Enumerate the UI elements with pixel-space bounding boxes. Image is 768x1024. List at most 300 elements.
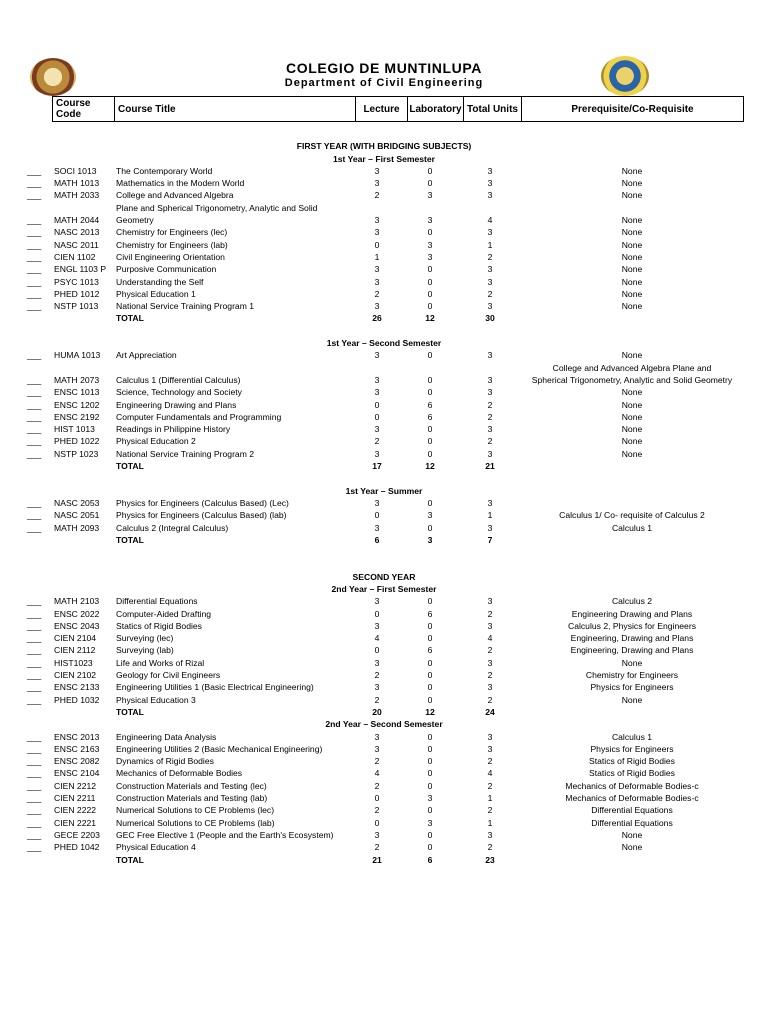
course-title: Physical Education 1 <box>116 288 196 299</box>
course-title: Readings in Philippine History <box>116 424 231 435</box>
course-code: ENSC 2013 <box>54 731 100 742</box>
total-units-sum: 24 <box>485 706 495 717</box>
prerequisite: Physics for Engineers <box>590 743 674 754</box>
course-code: PHED 1042 <box>54 842 100 853</box>
checkmark-blank: ___ <box>27 387 42 398</box>
laboratory-hours: 0 <box>427 596 433 607</box>
lecture-hours: 3 <box>374 731 380 742</box>
total-lecture: 20 <box>372 706 382 717</box>
course-title: Chemistry for Engineers (lab) <box>116 239 228 250</box>
checkmark-blank: ___ <box>27 227 42 238</box>
course-code: CIEN 2102 <box>54 670 97 681</box>
course-row <box>0 522 768 534</box>
checkmark-blank: ___ <box>27 510 42 521</box>
lecture-hours: 3 <box>374 424 380 435</box>
course-code: MATH 2044 <box>54 215 100 226</box>
table-header <box>52 96 744 122</box>
laboratory-hours: 0 <box>427 288 433 299</box>
checkmark-blank: ___ <box>27 608 42 619</box>
lecture-hours: 3 <box>374 276 380 287</box>
course-code: NASC 2051 <box>54 510 100 521</box>
course-row <box>0 731 768 743</box>
prerequisite: None <box>621 436 643 447</box>
laboratory-hours: 0 <box>427 301 433 312</box>
checkmark-blank: ___ <box>27 374 42 385</box>
total-units: 2 <box>487 670 493 681</box>
section-heading-text: 1st Year – First Semester <box>332 153 436 164</box>
total-laboratory: 12 <box>425 706 435 717</box>
laboratory-hours: 0 <box>427 756 433 767</box>
course-title: Physics for Engineers (Calculus Based) (lab) <box>116 510 287 521</box>
prerequisite: Calculus 1/ Co- requisite of Calculus 2 <box>559 510 705 521</box>
lecture-hours: 3 <box>374 620 380 631</box>
course-code: CIEN 2211 <box>54 793 96 804</box>
lecture-hours: 2 <box>374 436 380 447</box>
checkmark-blank: ___ <box>27 657 42 668</box>
laboratory-hours: 0 <box>427 264 433 275</box>
course-row <box>0 276 768 288</box>
section-heading <box>0 583 768 595</box>
course-row <box>0 374 768 386</box>
course-row <box>0 497 768 509</box>
course-code: ENSC 2163 <box>54 743 100 754</box>
course-row <box>0 177 768 189</box>
laboratory-hours: 0 <box>427 731 433 742</box>
course-code: ENSC 1202 <box>54 399 100 410</box>
total-units: 2 <box>487 436 493 447</box>
total-units: 3 <box>487 190 493 201</box>
course-title: Computer-Aided Drafting <box>116 608 212 619</box>
lecture-hours: 3 <box>374 682 380 693</box>
spacer <box>0 472 768 484</box>
header-prerequisite: Prerequisite/Co-Requisite <box>571 103 694 115</box>
course-title: Mathematics in the Modern World <box>116 178 245 189</box>
total-units: 3 <box>487 596 493 607</box>
total-units: 3 <box>487 731 493 742</box>
lecture-hours: 1 <box>374 251 380 262</box>
total-units: 3 <box>487 657 493 668</box>
total-row <box>0 312 768 324</box>
course-row <box>0 251 768 263</box>
laboratory-hours: 3 <box>427 251 433 262</box>
course-row <box>0 669 768 681</box>
checkmark-blank: ___ <box>27 264 42 275</box>
lecture-hours: 3 <box>374 497 380 508</box>
total-units: 3 <box>487 350 493 361</box>
course-code: ENSC 1013 <box>54 387 100 398</box>
course-code: CIEN 2222 <box>54 805 97 816</box>
total-units: 3 <box>487 178 493 189</box>
lecture-hours: 3 <box>374 165 380 176</box>
lecture-hours: 3 <box>374 227 380 238</box>
laboratory-hours: 3 <box>427 239 433 250</box>
course-code: HUMA 1013 <box>54 350 101 361</box>
prerequisite: None <box>621 276 643 287</box>
prerequisite: None <box>621 411 643 422</box>
section-heading <box>0 337 768 349</box>
lecture-hours: 3 <box>374 178 380 189</box>
prerequisite: Engineering, Drawing and Plans <box>570 633 694 644</box>
checkmark-blank: ___ <box>27 780 42 791</box>
course-title: Physical Education 3 <box>116 694 196 705</box>
course-row <box>0 300 768 312</box>
lecture-hours: 2 <box>374 288 380 299</box>
checkmark-blank: ___ <box>27 596 42 607</box>
lecture-hours: 0 <box>374 645 380 656</box>
lecture-hours: 3 <box>374 350 380 361</box>
course-code: ENSC 2082 <box>54 756 100 767</box>
total-units: 3 <box>487 829 493 840</box>
total-row <box>0 854 768 866</box>
prerequisite: Calculus 1 <box>611 731 653 742</box>
total-laboratory: 12 <box>425 461 435 472</box>
checkmark-blank: ___ <box>27 817 42 828</box>
checkmark-blank: ___ <box>27 411 42 422</box>
lecture-hours: 3 <box>374 743 380 754</box>
total-lecture: 6 <box>374 534 380 545</box>
laboratory-hours: 0 <box>427 374 433 385</box>
course-title: Dynamics of Rigid Bodies <box>116 756 214 767</box>
laboratory-hours: 0 <box>427 424 433 435</box>
course-title: Physical Education 2 <box>116 436 196 447</box>
course-title: Construction Materials and Testing (lec) <box>116 780 267 791</box>
prerequisite: Engineering Drawing and Plans <box>571 608 693 619</box>
spacer <box>0 546 768 558</box>
laboratory-hours: 0 <box>427 842 433 853</box>
total-units: 3 <box>487 276 493 287</box>
course-code: CIEN 2212 <box>54 780 97 791</box>
course-code: ENGL 1103 P <box>54 264 107 275</box>
course-title: Engineering Utilities 2 (Basic Mechanical Engineering) <box>116 743 323 754</box>
college-name: COLEGIO DE MUNTINLUPA <box>286 60 482 76</box>
laboratory-hours: 0 <box>427 436 433 447</box>
prerequisite: Statics of Rigid Bodies <box>589 756 675 767</box>
laboratory-hours: 0 <box>427 448 433 459</box>
total-units: 3 <box>487 620 493 631</box>
total-units: 3 <box>487 387 493 398</box>
course-title: Purposive Communication <box>116 264 217 275</box>
lecture-hours: 0 <box>374 399 380 410</box>
course-title: Surveying (lab) <box>116 645 174 656</box>
course-code: NASC 2053 <box>54 497 100 508</box>
prerequisite: Mechanics of Deformable Bodies-c <box>565 793 699 804</box>
header-course-code: Course Code <box>53 97 115 121</box>
lecture-hours: 3 <box>374 829 380 840</box>
course-code: MATH 2103 <box>54 596 100 607</box>
laboratory-hours: 3 <box>427 817 433 828</box>
checkmark-blank: ___ <box>27 829 42 840</box>
course-row <box>0 288 768 300</box>
checkmark-blank: ___ <box>27 793 42 804</box>
course-row <box>0 239 768 251</box>
prerequisite: Calculus 2, Physics for Engineers <box>567 620 696 631</box>
lecture-hours: 3 <box>374 301 380 312</box>
course-row <box>0 743 768 755</box>
total-label: TOTAL <box>116 854 144 865</box>
lecture-hours: 4 <box>374 633 380 644</box>
course-title-continued: Plane and Spherical Trigonometry, Analytic and Solid <box>116 202 318 213</box>
lecture-hours: 3 <box>374 596 380 607</box>
prerequisite: None <box>621 178 643 189</box>
course-title: Civil Engineering Orientation <box>116 251 225 262</box>
lecture-hours: 2 <box>374 805 380 816</box>
total-row <box>0 460 768 472</box>
total-units: 2 <box>487 645 493 656</box>
total-units: 2 <box>487 805 493 816</box>
header-lecture: Lecture <box>356 97 408 121</box>
course-row <box>0 804 768 816</box>
laboratory-hours: 0 <box>427 178 433 189</box>
course-title: National Service Training Program 1 <box>116 301 255 312</box>
prerequisite: None <box>621 657 643 668</box>
total-laboratory: 3 <box>427 534 433 545</box>
course-row <box>0 214 768 226</box>
prerequisite: None <box>621 251 643 262</box>
course-row <box>0 817 768 829</box>
total-units: 3 <box>487 448 493 459</box>
course-code: CIEN 1102 <box>54 251 96 262</box>
total-units: 4 <box>487 768 493 779</box>
laboratory-hours: 0 <box>427 633 433 644</box>
laboratory-hours: 0 <box>427 829 433 840</box>
course-list <box>0 128 768 866</box>
lecture-hours: 2 <box>374 780 380 791</box>
course-code: ENSC 2043 <box>54 620 100 631</box>
course-title: College and Advanced Algebra <box>116 190 234 201</box>
course-row <box>0 780 768 792</box>
lecture-hours: 3 <box>374 215 380 226</box>
prerequisite: None <box>621 399 643 410</box>
course-title: Numerical Solutions to CE Problems (lab) <box>116 817 275 828</box>
checkmark-blank: ___ <box>27 448 42 459</box>
prerequisite: Statics of Rigid Bodies <box>589 768 675 779</box>
course-row <box>0 448 768 460</box>
total-units: 1 <box>487 793 493 804</box>
total-label: TOTAL <box>116 534 144 545</box>
total-units: 3 <box>487 264 493 275</box>
course-title: The Contemporary World <box>116 165 213 176</box>
total-units: 2 <box>487 780 493 791</box>
laboratory-hours: 6 <box>427 411 433 422</box>
laboratory-hours: 0 <box>427 227 433 238</box>
section-heading-text: 1st Year – Second Semester <box>326 338 442 349</box>
course-code: PHED 1012 <box>54 288 100 299</box>
course-title: Statics of Rigid Bodies <box>116 620 202 631</box>
checkmark-blank: ___ <box>27 288 42 299</box>
total-label: TOTAL <box>116 313 144 324</box>
section-heading <box>0 571 768 583</box>
course-title: Engineering Data Analysis <box>116 731 217 742</box>
lecture-hours: 2 <box>374 190 380 201</box>
prerequisite: None <box>621 190 643 201</box>
laboratory-hours: 0 <box>427 780 433 791</box>
course-code: ENSC 2192 <box>54 411 100 422</box>
lecture-hours: 0 <box>374 793 380 804</box>
section-heading-text: 2nd Year – Second Semester <box>325 719 443 730</box>
checkmark-blank: ___ <box>27 645 42 656</box>
prerequisite: Differential Equations <box>591 817 673 828</box>
checkmark-blank: ___ <box>27 276 42 287</box>
total-units: 3 <box>487 301 493 312</box>
prerequisite: None <box>621 424 643 435</box>
laboratory-hours: 0 <box>427 682 433 693</box>
checkmark-blank: ___ <box>27 399 42 410</box>
total-units: 2 <box>487 694 493 705</box>
total-units-sum: 7 <box>487 534 493 545</box>
checkmark-blank: ___ <box>27 178 42 189</box>
course-row <box>0 189 768 201</box>
course-title: Engineering Utilities 1 (Basic Electrical Engineering) <box>116 682 314 693</box>
course-title: Construction Materials and Testing (lab) <box>116 793 268 804</box>
course-title: Life and Works of Rizal <box>116 657 205 668</box>
laboratory-hours: 0 <box>427 522 433 533</box>
total-units-sum: 30 <box>485 313 495 324</box>
prerequisite: None <box>621 829 643 840</box>
course-code: NSTP 1013 <box>54 301 99 312</box>
course-title: National Service Training Program 2 <box>116 448 255 459</box>
lecture-hours: 3 <box>374 522 380 533</box>
total-units: 4 <box>487 215 493 226</box>
course-title: Physics for Engineers (Calculus Based) (Lec) <box>116 497 289 508</box>
course-code: ENSC 2104 <box>54 768 100 779</box>
total-units: 2 <box>487 608 493 619</box>
total-laboratory: 6 <box>427 854 433 865</box>
prerequisite-continued: College and Advanced Algebra Plane and <box>552 362 712 373</box>
checkmark-blank: ___ <box>27 756 42 767</box>
course-row <box>0 792 768 804</box>
prerequisite: None <box>621 387 643 398</box>
checkmark-blank: ___ <box>27 805 42 816</box>
laboratory-hours: 0 <box>427 276 433 287</box>
total-units: 1 <box>487 239 493 250</box>
laboratory-hours: 0 <box>427 657 433 668</box>
course-title: Geology for Civil Engineers <box>116 670 221 681</box>
prerequisite: None <box>621 165 643 176</box>
checkmark-blank: ___ <box>27 670 42 681</box>
checkmark-blank: ___ <box>27 743 42 754</box>
total-units: 2 <box>487 756 493 767</box>
lecture-hours: 0 <box>374 239 380 250</box>
laboratory-hours: 0 <box>427 497 433 508</box>
course-title: Engineering Drawing and Plans <box>116 399 237 410</box>
course-code: HIST1023 <box>54 657 93 668</box>
lecture-hours: 3 <box>374 264 380 275</box>
prerequisite: None <box>621 842 643 853</box>
lecture-hours: 0 <box>374 510 380 521</box>
prerequisite: None <box>621 227 643 238</box>
laboratory-hours: 0 <box>427 805 433 816</box>
prerequisite: None <box>621 264 643 275</box>
course-row <box>0 681 768 693</box>
course-code: SOCI 1013 <box>54 165 97 176</box>
lecture-hours: 3 <box>374 387 380 398</box>
checkmark-blank: ___ <box>27 522 42 533</box>
total-units: 3 <box>487 743 493 754</box>
checkmark-blank: ___ <box>27 239 42 250</box>
lecture-hours: 3 <box>374 657 380 668</box>
course-title: Numerical Solutions to CE Problems (lec) <box>116 805 275 816</box>
course-row <box>0 657 768 669</box>
laboratory-hours: 0 <box>427 694 433 705</box>
total-units: 3 <box>487 374 493 385</box>
lecture-hours: 0 <box>374 608 380 619</box>
course-code: ENSC 2133 <box>54 682 100 693</box>
continuation-line <box>0 362 768 374</box>
course-title: Chemistry for Engineers (lec) <box>116 227 228 238</box>
course-row <box>0 423 768 435</box>
total-units: 2 <box>487 399 493 410</box>
checkmark-blank: ___ <box>27 694 42 705</box>
laboratory-hours: 3 <box>427 510 433 521</box>
prerequisite: None <box>621 301 643 312</box>
total-lecture: 21 <box>372 854 382 865</box>
continuation-line <box>0 202 768 214</box>
checkmark-blank: ___ <box>27 731 42 742</box>
checkmark-blank: ___ <box>27 842 42 853</box>
course-row <box>0 349 768 361</box>
course-code: MATH 2033 <box>54 190 100 201</box>
lecture-hours: 4 <box>374 768 380 779</box>
laboratory-hours: 0 <box>427 387 433 398</box>
laboratory-hours: 0 <box>427 165 433 176</box>
total-lecture: 17 <box>372 461 382 472</box>
course-title: Calculus 1 (Differential Calculus) <box>116 374 241 385</box>
total-label: TOTAL <box>116 706 144 717</box>
course-code: CIEN 2221 <box>54 817 97 828</box>
section-heading-text: SECOND YEAR <box>352 571 416 582</box>
spacer <box>0 558 768 570</box>
prerequisite: Engineering, Drawing and Plans <box>570 645 694 656</box>
course-code: GECE 2203 <box>54 829 100 840</box>
course-code: NSTP 1023 <box>54 448 99 459</box>
total-units: 2 <box>487 842 493 853</box>
checkmark-blank: ___ <box>27 436 42 447</box>
course-title: Geometry <box>116 215 154 226</box>
total-lecture: 26 <box>372 313 382 324</box>
course-title: Understanding the Self <box>116 276 204 287</box>
checkmark-blank: ___ <box>27 301 42 312</box>
course-code: MATH 2073 <box>54 374 100 385</box>
spacer <box>0 325 768 337</box>
section-heading <box>0 718 768 730</box>
course-code: PHED 1022 <box>54 436 100 447</box>
header-course-title: Course Title <box>115 97 356 121</box>
course-code: ENSC 2022 <box>54 608 100 619</box>
checkmark-blank: ___ <box>27 497 42 508</box>
laboratory-hours: 3 <box>427 793 433 804</box>
course-code: CIEN 2112 <box>54 645 96 656</box>
department-name: Department of Civil Engineering <box>284 77 484 89</box>
course-title: Surveying (lec) <box>116 633 174 644</box>
course-code: CIEN 2104 <box>54 633 97 644</box>
course-code: HIST 1013 <box>54 424 95 435</box>
lecture-hours: 2 <box>374 670 380 681</box>
course-row <box>0 841 768 853</box>
course-code: PSYC 1013 <box>54 276 99 287</box>
total-units: 2 <box>487 411 493 422</box>
section-heading-text: 2nd Year – First Semester <box>331 583 437 594</box>
course-title: Art Appreciation <box>116 350 177 361</box>
total-units: 3 <box>487 522 493 533</box>
lecture-hours: 3 <box>374 374 380 385</box>
prerequisite: Chemistry for Engineers <box>585 670 679 681</box>
header-laboratory: Laboratory <box>408 97 464 121</box>
course-row <box>0 226 768 238</box>
course-row <box>0 435 768 447</box>
laboratory-hours: 0 <box>427 670 433 681</box>
checkmark-blank: ___ <box>27 768 42 779</box>
total-laboratory: 12 <box>425 313 435 324</box>
